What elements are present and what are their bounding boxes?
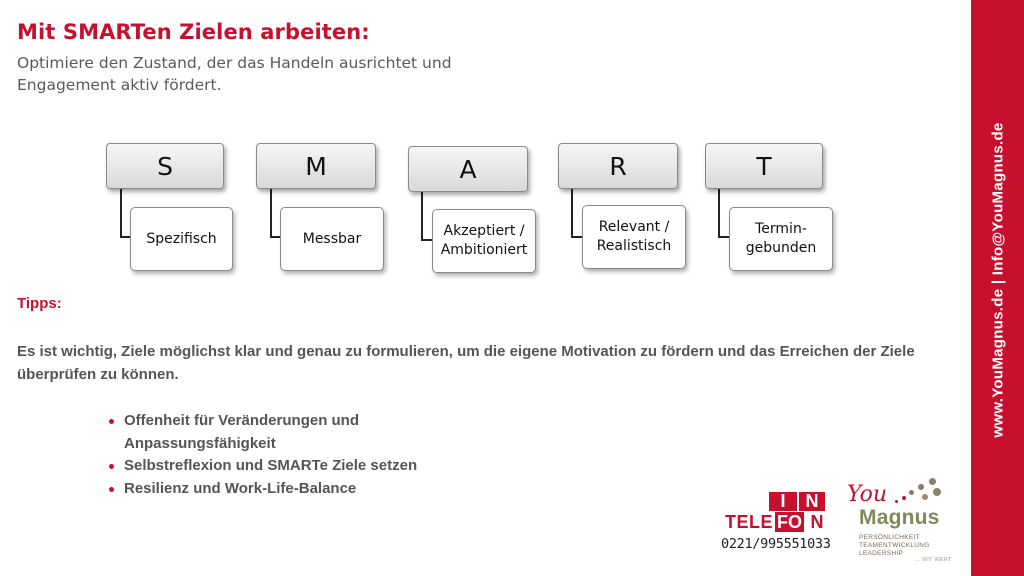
youmagnus-logo: You Magnus PERSÖNLICHKEIT TEAMENTWICKLUNG LEADERSHIP ... MIT WERT: [845, 474, 965, 566]
letter-box-t: T: [705, 143, 823, 189]
list-item: Offenheit für Veränderungen und Anpassungsfähigkeit: [106, 410, 486, 455]
bullet-icon: [109, 487, 114, 492]
bullet-icon: [109, 419, 114, 424]
page-title: Mit SMARTen Zielen arbeiten:: [17, 20, 370, 44]
smart-diagram: [0, 0, 960, 290]
word-box-relevant: Relevant / Realistisch: [582, 205, 686, 269]
letter-box-r: R: [558, 143, 678, 189]
list-item: Resilienz und Work-Life-Balance: [106, 478, 486, 501]
letter-box-a: A: [408, 146, 528, 192]
word-box-messbar: Messbar: [280, 207, 384, 271]
phone-number[interactable]: 0221/995551033: [721, 536, 831, 552]
letter-box-m: M: [256, 143, 376, 189]
letter-box-s: S: [106, 143, 224, 189]
tips-heading: Tipps:: [17, 295, 62, 312]
bullet-icon: [109, 464, 114, 469]
telefon-logo: I N TELE FO N 0221/995551033: [721, 491, 831, 552]
tips-list: [106, 410, 486, 500]
word-box-termingebunden: Termin-gebunden: [729, 207, 833, 271]
tips-paragraph: Es ist wichtig, Ziele möglichst klar und genau zu formulieren, um die eigene Motivation zu fördern und das Erreichen der Ziele überprüfen zu können.: [17, 343, 915, 383]
list-item: Selbstreflexion und SMARTe Ziele setzen: [106, 455, 486, 478]
word-box-spezifisch: Spezifisch: [130, 207, 233, 271]
sidebar-contact-text[interactable]: www.YouMagnus.de | Info@YouMagnus.de: [989, 122, 1007, 438]
page-subtitle: Optimiere den Zustand, der das Handeln ausrichtet und Engagement aktiv fördert.: [17, 54, 452, 94]
word-box-akzeptiert: Akzeptiert / Ambitioniert: [432, 209, 536, 273]
